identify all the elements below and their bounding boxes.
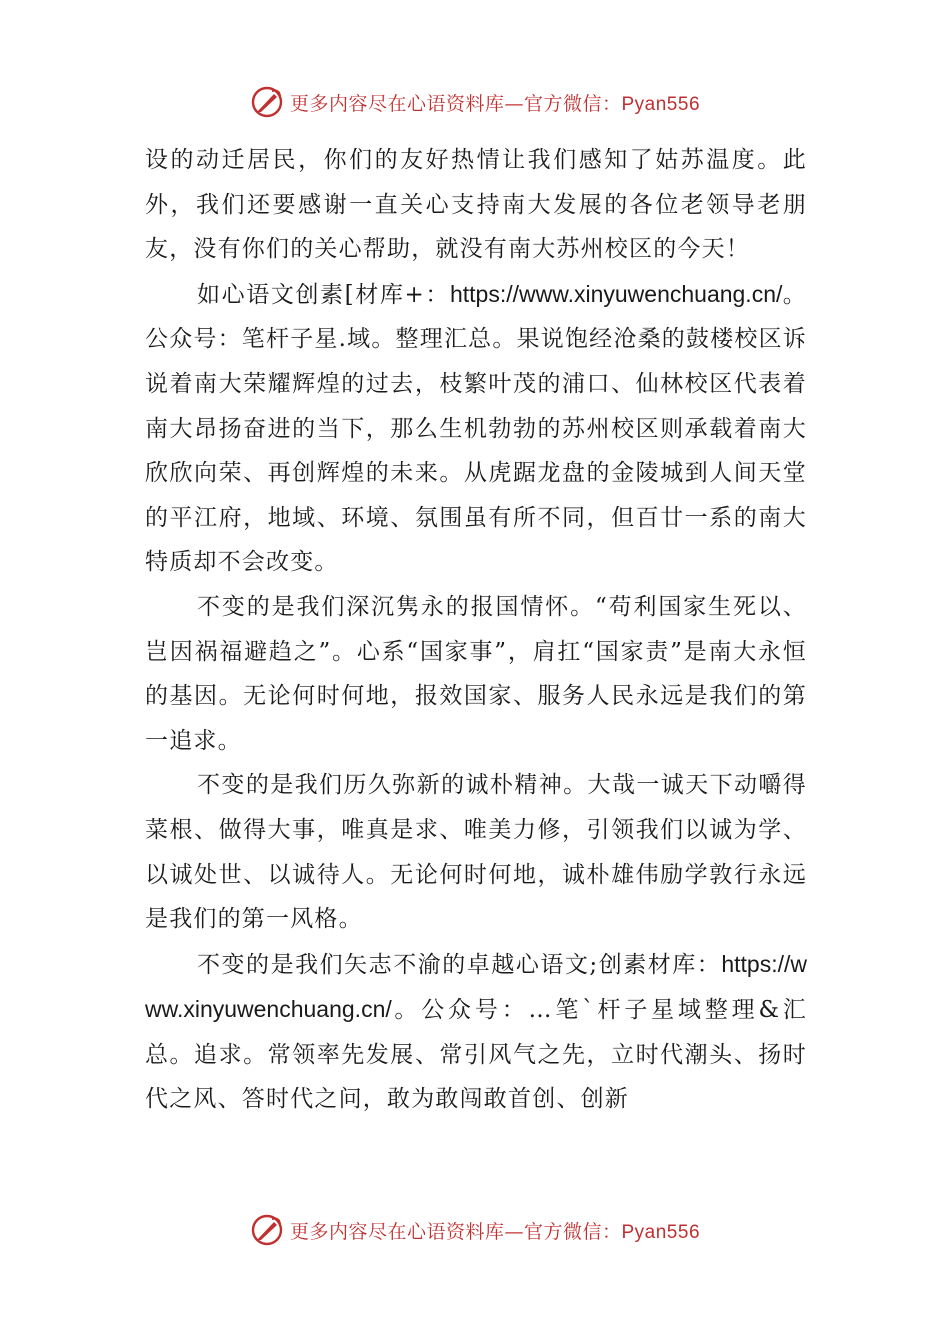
paragraph-3: 不变的是我们深沉隽永的报国情怀。“苟利国家生死以、岂因祸福避趋之”。心系“国家事”，肩扛“国家责”是南大永恒的基因。无论何时何地，报效国家、服务人民永远是我们的第一追求。 (145, 593, 807, 754)
paragraph-5 (145, 942, 807, 1122)
paragraph-4: 不变的是我们历久弥新的诚朴精神。大哉一诚天下动嚼得菜根、做得大事，唯真是求、唯美力修，引领我们以诚为学、以诚处世、以诚待人。无论何时何地，诚朴雄伟励学敦行永远是我们的第一风格。 (145, 772, 807, 933)
quill-logo-icon (250, 1213, 284, 1247)
paragraph-5-rest: 。公众号：…笔`杆子星域整理&汇总。追求。常领率先发展、常引风气之先，立时代潮头、扬时代之风、答时代之问，敢为敢闯敢首创、创新 (145, 997, 807, 1113)
paragraph-2-lead: 如心语文创素[材库+： (197, 281, 450, 308)
paragraph-5-url: https://www.xinyuwenchuang.cn/ (145, 950, 807, 1023)
paragraph-5-lead: 不变的是我们矢志不渝的卓越心语文;创素材库： (197, 951, 722, 978)
header-banner (0, 82, 950, 122)
paragraph-2 (145, 272, 807, 585)
banner-text: 更多内容尽在心语资料库—官方微信：Pyan556 (289, 1220, 701, 1243)
banner-text: 更多内容尽在心语资料库—官方微信：Pyan556 (289, 92, 701, 115)
quill-logo-icon (250, 85, 284, 119)
wechat-id: Pyan556 (621, 93, 701, 115)
footer-banner (0, 1210, 950, 1250)
document-body (145, 138, 807, 1122)
wechat-id: Pyan556 (621, 1221, 701, 1243)
paragraph-2-url: https://www.xinyuwenchuang.cn/ (449, 280, 783, 307)
paragraph-2-rest: 。公众号：笔杆子星.域。整理汇总。果说饱经沧桑的鼓楼校区诉说着南大荣耀辉煌的过去，枝繁叶茂的浦口、仙林校区代表着南大昂扬奋进的当下，那么生机勃勃的苏州校区则承载着南大欣欣向荣、再创辉煌的未来。从虎踞龙盘的金陵城到人间天堂的平江府，地域、环境、氛围虽有所不同，但百廿一系的南大特质却不会改变。 (145, 281, 808, 576)
paragraph-1: 设的动迁居民，你们的友好热情让我们感知了姑苏温度。此外，我们还要感谢一直关心支持南大发展的各位老领导老朋友，没有你们的关心帮助，就没有南大苏州校区的今天！ (145, 147, 807, 263)
